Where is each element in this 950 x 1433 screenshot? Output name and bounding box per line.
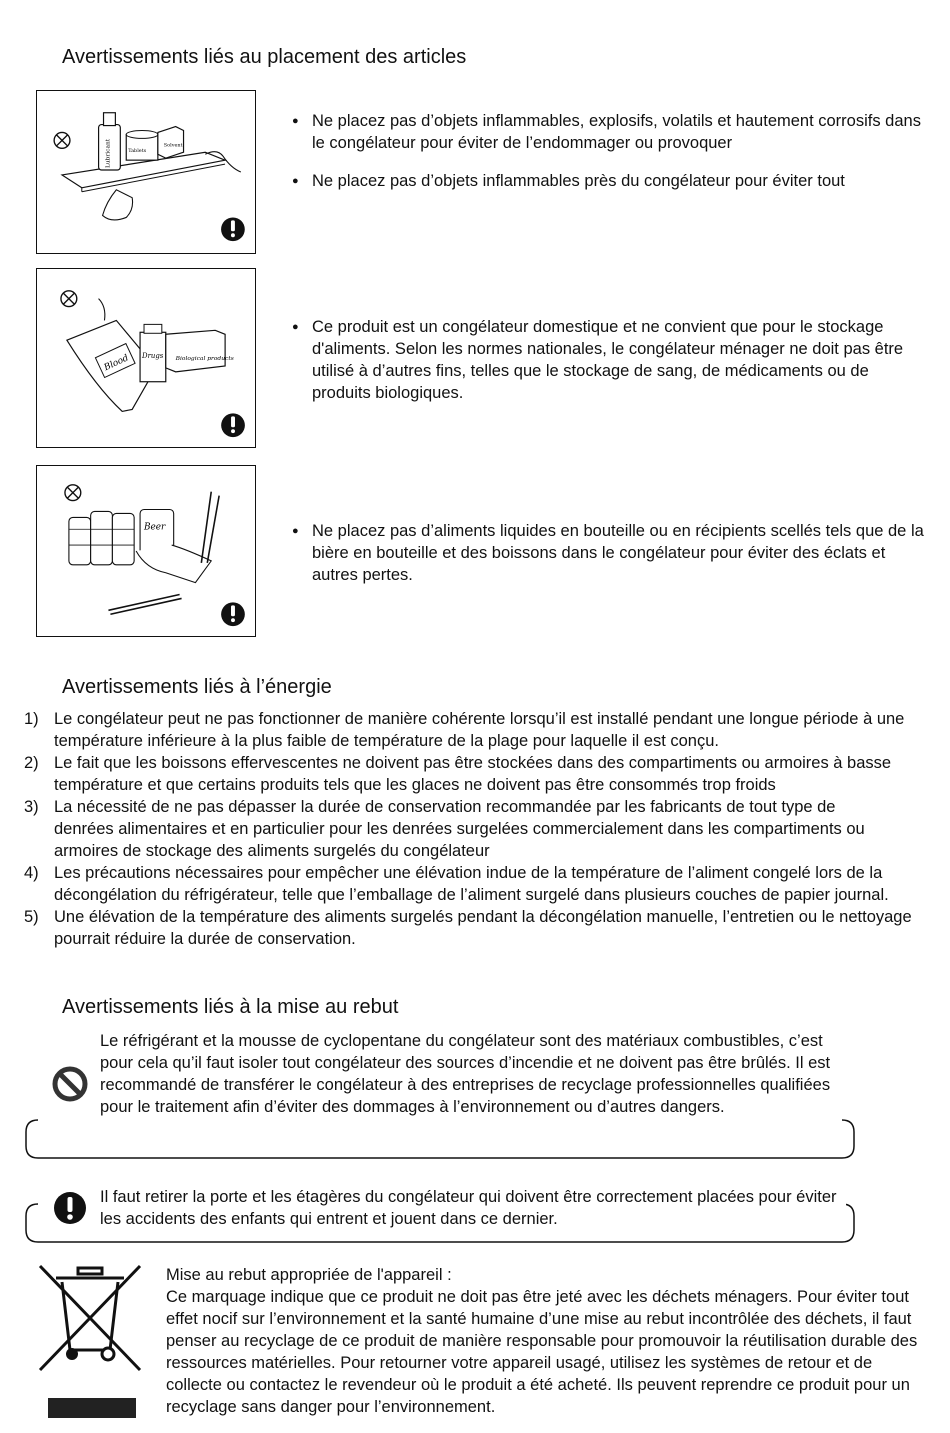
list-item: [24, 708, 939, 752]
list-item: [24, 862, 939, 906]
crossed-out-bin-icon: [36, 1262, 144, 1422]
item-number: 3): [24, 798, 39, 816]
warning-icon: [52, 1190, 88, 1226]
sealed-liquids-illustration: [37, 466, 255, 636]
figure-label-biological-products: Biological products: [175, 354, 234, 362]
placement-bullets-1: [292, 110, 932, 192]
sealed-liquids-figure: [36, 465, 256, 637]
bullet-item: ● Ne placez pas d’aliments liquides en bouteille ou en récipients scellés tels que de la bière en bouteille et des boissons dans le congélateur pour éviter des éclats et autres pertes.: [292, 520, 932, 586]
flammable-items-illustration: [37, 91, 255, 253]
flammable-items-figure: [36, 90, 256, 254]
placement-bullets-2: [292, 316, 932, 404]
figure-label-solvent: Solvent: [163, 142, 183, 149]
warning-icon: [221, 217, 245, 241]
warning-icon: [221, 602, 245, 626]
figure-label-blood: Blood: [102, 353, 131, 374]
placement-heading: Avertissements liés au placement des articles: [62, 46, 467, 68]
energy-list: [24, 708, 939, 950]
weee-title: Mise au rebut appropriée de l'appareil :: [166, 1266, 452, 1284]
item-text: Le congélateur peut ne pas fonctionner de manière cohérente lorsqu’il est installé pendant une longue période à une température inférieure à la plus faible de température de la plage pour laquelle il est conçu.: [54, 710, 905, 750]
figure-label-lubricant: Lubricant: [105, 138, 112, 169]
weee-text: Ce marquage indique que ce produit ne doit pas être jeté avec les déchets ménagers. Pour éviter tout effet nocif sur l’environnement et la santé humaine d’une mise au rebut incontrôlée des déchets, il faut penser au recyclage de ce produit de manière responsable pour promouvoir la réutilisation durable des ressources matérielles. Pour retourner votre appareil usagé, utilisez les systèmes de retour et de collecte ou contactez le revendeur où le produit a été acheté. Ils peuvent reprendre ce produit pour un recyclage sans danger pour l’environnement.: [166, 1288, 918, 1416]
figure-label-tablets: Tablets: [128, 148, 147, 155]
item-text: La nécessité de ne pas dépasser la durée de conservation recommandée par les fabricants de tout type de denrées alimentaires et en particulier pour les denrées surgelées commercialement dans les compartiments ou armoires de stockage des aliments surgelés du congélateur: [54, 798, 865, 860]
item-text: Une élévation de la température des aliments surgelés pendant la décongélation manuelle, l’entretien ou le nettoyage pourrait réduire la durée de conservation.: [54, 908, 912, 948]
list-item: [24, 906, 939, 950]
figure-label-drugs: Drugs: [142, 352, 164, 360]
prohibited-icon: [65, 485, 81, 501]
item-number: 4): [24, 864, 39, 882]
prohibited-icon: [54, 132, 70, 148]
item-text: Les précautions nécessaires pour empêcher une élévation indue de la température de l’aliment congelé lors de la décongélation du réfrigérateur, telle que l’emballage de l’aliment surgelé dans plusieurs couches de papier journal.: [54, 864, 889, 904]
list-item: [24, 752, 939, 796]
item-number: 2): [24, 754, 39, 772]
warning-box-frame: [24, 1118, 856, 1160]
item-number: 1): [24, 710, 39, 728]
bullet-item: ● Ce produit est un congélateur domestique et ne convient que pour le stockage d'aliments. Selon les normes nationales, le congélateur ménager ne doit pas être utilisé à d’autres fins, telles que le stockage de sang, de médicaments ou de produits biologiques.: [292, 316, 932, 404]
prohibited-icon: [61, 291, 77, 307]
disposal-warning-1: Le réfrigérant et la mousse de cyclopentane du congélateur sont des matériaux combustibles, c’est pour cela qu’il faut isoler tout congélateur des sources d’incendie et ne doivent pas être brûlés. Il est recommandé de transférer le congélateur à des entreprises de recyclage professionnelles qualifiées pour le traitement afin d’éviter des dommages à l’environnement ou d’autres dangers.: [100, 1030, 840, 1118]
warning-icon: [221, 413, 245, 437]
item-text: Le fait que les boissons effervescentes ne doivent pas être stockées dans des compartiments ou armoires à basse température et que certains produits tels que les glaces ne doivent pas être consommés trop froids: [54, 754, 892, 794]
energy-heading: Avertissements liés à l’énergie: [62, 676, 332, 698]
bullet-item: ● Ne placez pas d’objets inflammables, explosifs, volatils et hautement corrosifs dans le congélateur pour éviter de l’endommager ou provoquer: [292, 110, 932, 154]
non-food-storage-figure: [36, 268, 256, 448]
list-item: [24, 796, 939, 862]
disposal-heading: Avertissements liés à la mise au rebut: [62, 996, 399, 1018]
non-food-storage-illustration: [37, 269, 255, 447]
figure-label-beer: Beer: [144, 522, 166, 533]
bullet-item: ● Ne placez pas d’objets inflammables près du congélateur pour éviter tout: [292, 170, 932, 192]
placement-bullets-3: [292, 520, 932, 586]
disposal-warning-2: Il faut retirer la porte et les étagères du congélateur qui doivent être correctement placées pour éviter les accidents des enfants qui entrent et jouent dans ce dernier.: [100, 1186, 846, 1230]
item-number: 5): [24, 908, 39, 926]
no-fire-icon: [52, 1066, 88, 1102]
